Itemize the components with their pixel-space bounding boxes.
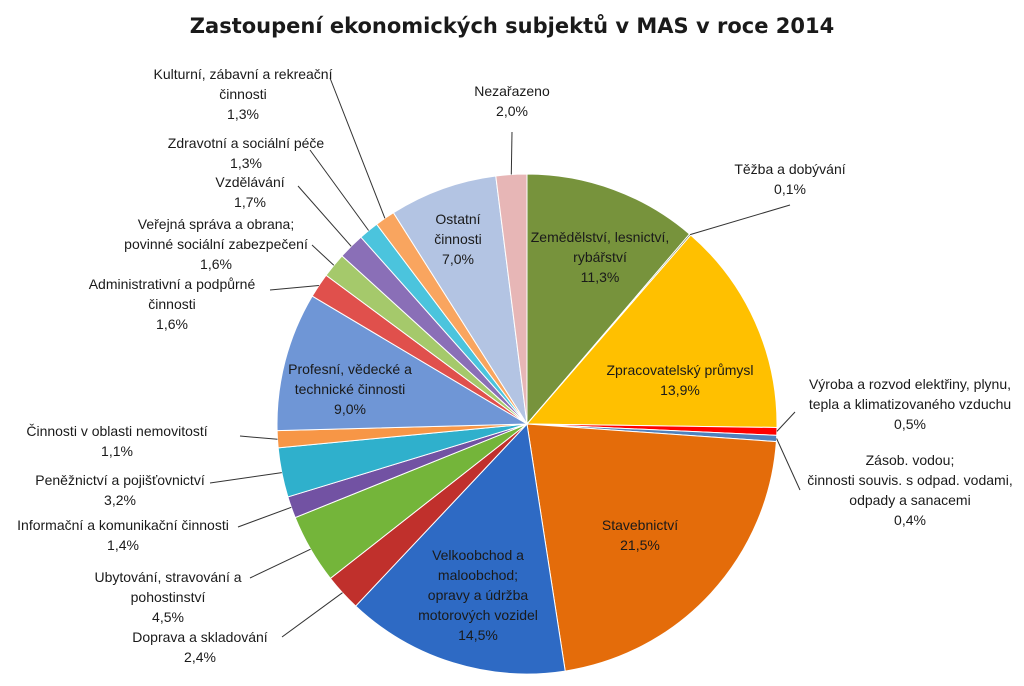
slice-value: 3,2% [104, 492, 136, 508]
slice-label [124, 216, 308, 272]
leader-line [690, 205, 790, 235]
leader-line [777, 439, 800, 491]
slice-value: 11,3% [580, 269, 620, 285]
slice-name: Činnosti v oblasti nemovitostí [26, 423, 208, 439]
leader-line [282, 593, 343, 637]
leader-line [511, 132, 512, 175]
slice-name: Zpracovatelský průmysl [606, 362, 754, 378]
leader-line [238, 507, 291, 527]
slice-name: Kulturní, zábavní a rekreační činnosti [153, 66, 333, 102]
slice-label [35, 472, 205, 508]
slice-name: Těžba a dobývání [734, 161, 846, 177]
leader-line [240, 436, 278, 439]
slice-label [734, 161, 845, 197]
leader-line [312, 245, 334, 265]
slice-value: 1,6% [200, 256, 232, 272]
slice-name: Vzdělávání [215, 174, 285, 190]
slice-value: 4,5% [152, 609, 184, 625]
slice-label [807, 452, 1012, 528]
slice-label [132, 629, 268, 665]
slice-value: 1,3% [227, 106, 259, 122]
slice-label [17, 517, 229, 553]
slice-name: Ostatní činnosti [434, 211, 482, 247]
slice-label [154, 66, 333, 122]
slice-value: 1,3% [230, 155, 262, 171]
slice-value: 9,0% [334, 401, 366, 417]
slice-value: 0,4% [894, 512, 926, 528]
leader-line [250, 549, 311, 578]
slice-value: 0,1% [774, 181, 806, 197]
slice-value: 1,6% [156, 316, 188, 332]
slice-label [26, 423, 207, 459]
slice-name: Profesní, vědecké a technické činnosti [288, 361, 412, 397]
slice-label [168, 135, 325, 171]
slice-value: 0,5% [894, 416, 926, 432]
slice-name: Zdravotní a sociální péče [167, 135, 325, 151]
chart-title: Zastoupení ekonomických subjektů v MAS v roce 2014 [189, 14, 835, 38]
slice-value: 1,7% [234, 194, 266, 210]
slice-name: Informační a komunikační činnosti [17, 517, 229, 533]
slice-value: 13,9% [660, 382, 700, 398]
slice-label [809, 376, 1011, 432]
leader-line [330, 78, 385, 218]
leader-line [310, 150, 369, 231]
slice-value: 21,5% [620, 537, 660, 553]
slice-value: 7,0% [442, 251, 474, 267]
slice-name: Stavebnictví [601, 517, 679, 533]
slice-name: Ubytování, stravování a pohostinství [94, 569, 242, 605]
leader-line [270, 286, 319, 291]
slice-value: 2,0% [496, 103, 528, 119]
slice-label [94, 569, 241, 625]
leader-line [777, 412, 795, 431]
slice-label [474, 83, 550, 119]
slice-name: Velkoobchod a maloobchod; opravy a údržba motorových vozidel [418, 547, 538, 623]
slice-name: Peněžnictví a pojišťovnictví [35, 472, 205, 488]
slice-name: Veřejná správa a obrana; povinné sociální zabezpečení [124, 216, 308, 252]
slice-name: Doprava a skladování [132, 629, 268, 645]
slice-value: 2,4% [184, 649, 216, 665]
leader-line [210, 473, 282, 483]
slice-name: Zásob. vodou; činnosti souvis. s odpad. vodami, odpady a sanacemi [807, 452, 1013, 508]
slice-name: Zemědělství, lesnictví, rybářství [530, 229, 670, 265]
slice-value: 1,4% [107, 537, 139, 553]
slice-label [215, 174, 284, 210]
slice-label [89, 276, 256, 332]
slice-value: 1,1% [101, 443, 133, 459]
slice-name: Administrativní a podpůrné činnosti [88, 276, 256, 312]
slice-value: 14,5% [458, 627, 498, 643]
slice-name: Nezařazeno [474, 83, 550, 99]
slice-name: Výroba a rozvod elektřiny, plynu, tepla a klimatizovaného vzduchu [808, 376, 1012, 412]
